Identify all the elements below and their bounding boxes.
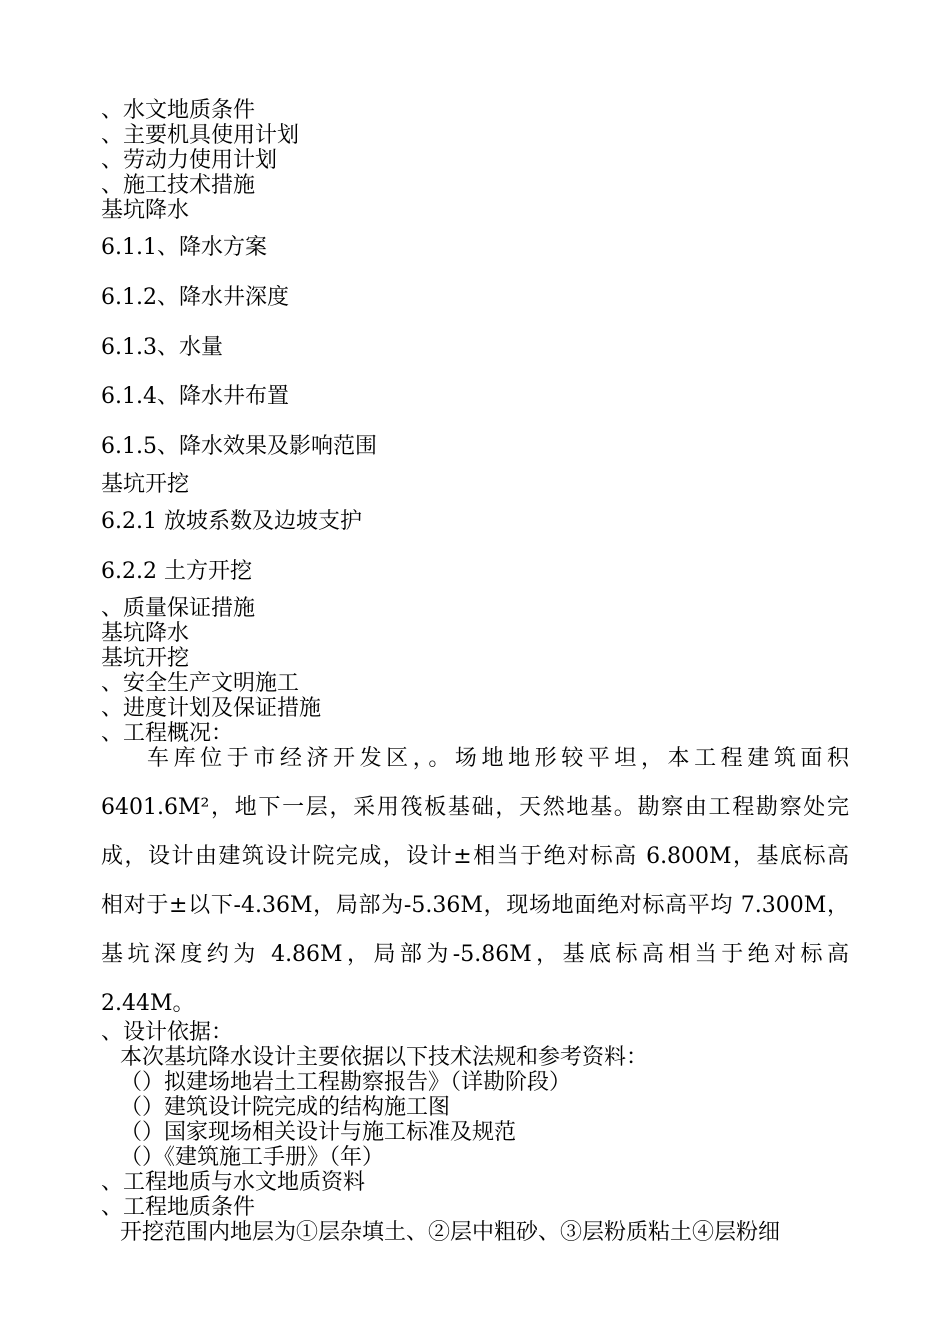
toc-item-dewatering: 基坑降水 xyxy=(101,198,190,223)
toc-subitem-6-2-2: 6.2.2 土方开挖 xyxy=(101,559,252,584)
overview-line: 2.44M。 xyxy=(101,991,195,1016)
design-basis-item: （）拟建场地岩土工程勘察报告》（详勘阶段） xyxy=(120,1070,572,1095)
overview-line: 基坑深度约为 4.86M，局部为-5.86M，基底标高相当于绝对标高 xyxy=(101,942,849,967)
toc-item-quality-excavation: 基坑开挖 xyxy=(101,646,190,671)
section-heading-design-basis: 、设计依据： xyxy=(101,1020,234,1045)
toc-item-tech: 、施工技术措施 xyxy=(101,173,256,198)
design-basis-item: （）国家现场相关设计与施工标准及规范 xyxy=(120,1120,517,1145)
toc-item-machinery: 、主要机具使用计划 xyxy=(101,123,300,148)
overview-line: 6401.6M²，地下一层，采用筏板基础，天然地基。勘察由工程勘察处完 xyxy=(101,795,849,820)
toc-item-labor: 、劳动力使用计划 xyxy=(101,148,278,173)
toc-subitem-6-1-1: 6.1.1、降水方案 xyxy=(101,235,267,260)
design-basis-intro: 本次基坑降水设计主要依据以下技术法规和参考资料： xyxy=(120,1045,649,1070)
toc-item-hydro: 、水文地质条件 xyxy=(101,98,256,123)
toc-subitem-6-1-2: 6.1.2、降水井深度 xyxy=(101,285,289,310)
design-basis-item: （）建筑设计院完成的结构施工图 xyxy=(120,1095,451,1120)
toc-item-quality-dewatering: 基坑降水 xyxy=(101,621,190,646)
overview-paragraph xyxy=(101,734,849,1028)
toc-item-excavation: 基坑开挖 xyxy=(101,472,190,497)
section-heading-overview: 、工程概况： xyxy=(101,721,234,746)
geology-text: 开挖范围内地层为①层杂填土、②层中粗砂、③层粉质粘土④层粉细 xyxy=(120,1220,781,1245)
overview-line: 成，设计由建筑设计院完成，设计±相当于绝对标高 6.800M，基底标高 xyxy=(101,844,849,869)
toc-subitem-6-1-4: 6.1.4、降水井布置 xyxy=(101,384,289,409)
toc-item-safety: 、安全生产文明施工 xyxy=(101,671,300,696)
section-heading-geology-hydro: 、工程地质与水文地质资料 xyxy=(101,1170,366,1195)
overview-line: 车库位于市经济开发区，。场地地形较平坦，本工程建筑面积 xyxy=(147,746,849,771)
toc-item-quality: 、质量保证措施 xyxy=(101,596,256,621)
toc-subitem-6-1-3: 6.1.3、水量 xyxy=(101,335,223,360)
section-heading-geology: 、工程地质条件 xyxy=(101,1195,256,1220)
design-basis-item: （）《建筑施工手册》（年） xyxy=(120,1145,385,1170)
toc-item-schedule: 、进度计划及保证措施 xyxy=(101,696,322,721)
toc-subitem-6-1-5: 6.1.5、降水效果及影响范围 xyxy=(101,434,377,459)
toc-subitem-6-2-1: 6.2.1 放坡系数及边坡支护 xyxy=(101,509,362,534)
overview-line: 相对于±以下-4.36M，局部为-5.36M，现场地面绝对标高平均 7.300M， xyxy=(101,893,849,918)
